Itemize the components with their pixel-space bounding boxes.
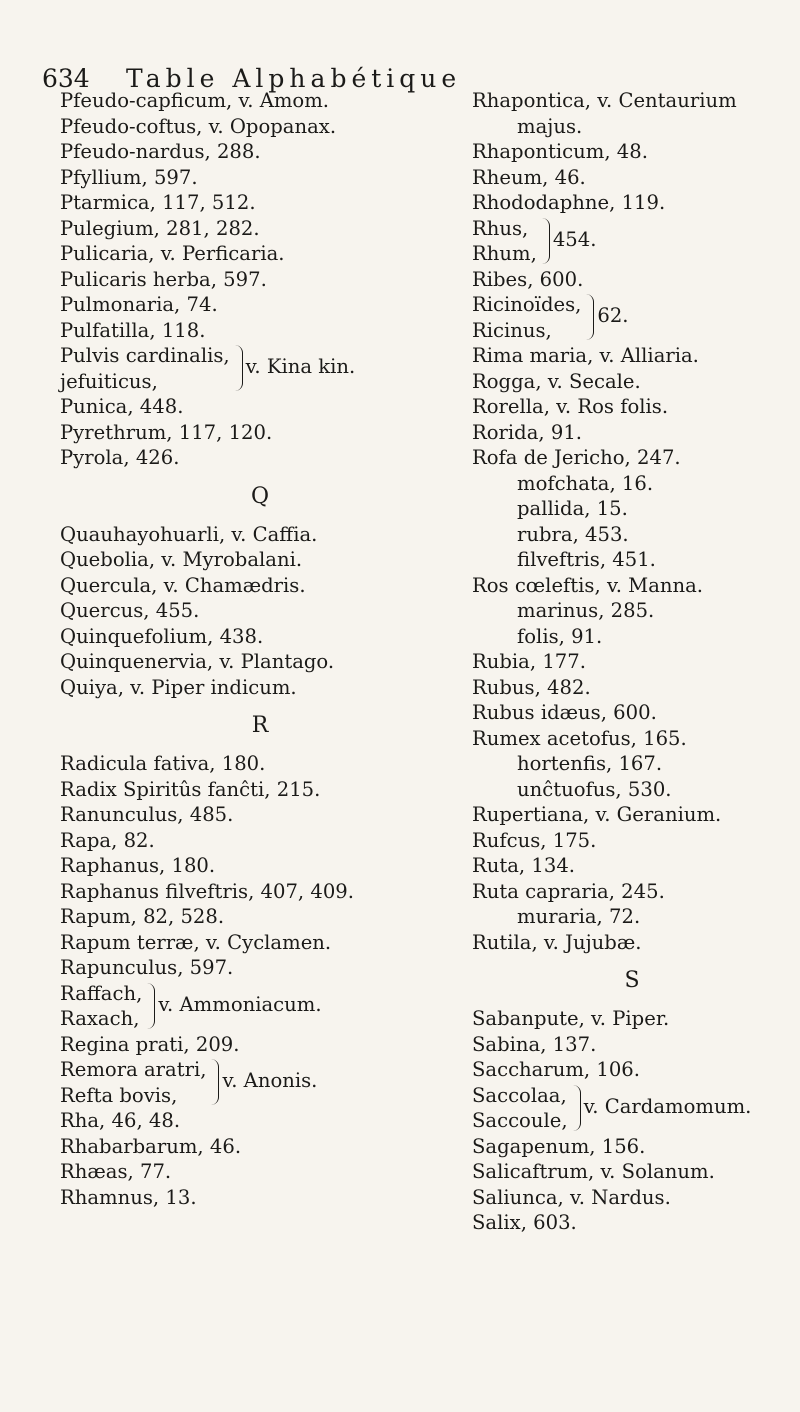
right-column <box>472 88 792 1236</box>
index-entry: hortenfis, 167. <box>517 752 663 775</box>
index-entry: Rubia, 177. <box>472 650 586 673</box>
index-entry: Pulfatilla, 118. <box>60 318 206 342</box>
brace-mark <box>539 218 550 264</box>
index-entry: Quebolia, v. Myrobalani. <box>60 548 303 571</box>
index-entry: Rhum, <box>472 242 537 265</box>
index-entry: Radix Spiritûs fanĉti, 215. <box>60 777 321 801</box>
index-entry: Raxach, <box>60 1007 140 1030</box>
index-entry: unĉtuofus, 530. <box>517 777 672 801</box>
index-entry: Rumex acetofus, 165. <box>472 726 687 750</box>
index-entry: Ribes, 600. <box>472 267 584 291</box>
index-entry: Rapum terræ, v. Cyclamen. <box>60 930 332 954</box>
index-entry: Rhæas, 77. <box>60 1160 172 1183</box>
brace-mark <box>570 1085 581 1131</box>
index-entry: Refta bovis, <box>60 1083 178 1107</box>
index-entry-reference: 454. <box>552 227 597 251</box>
index-entry: Rufcus, 175. <box>472 828 597 852</box>
index-entry-group <box>472 292 792 343</box>
index-entry: Rapum, 82, 528. <box>60 905 225 928</box>
index-entry: Rapa, 82. <box>60 828 155 852</box>
index-entry: Ruta capraria, 245. <box>472 879 665 903</box>
index-entry: Ruta, 134. <box>472 854 576 877</box>
index-entry-group <box>472 1083 792 1134</box>
index-entry: majus. <box>517 114 583 138</box>
index-entry: Ros cœleftis, v. Manna. <box>472 573 704 597</box>
index-entry: Sabanpute, v. Piper. <box>472 1007 670 1030</box>
section-letter: S <box>624 968 640 993</box>
index-entry: Rofa de Jericho, 247. <box>472 446 681 469</box>
index-entry: Punica, 448. <box>60 395 184 418</box>
index-entry: mofchata, 16. <box>517 471 654 495</box>
index-entry-group <box>472 216 792 267</box>
index-entry: Rorida, 91. <box>472 420 583 444</box>
index-entry: Ricinoïdes, <box>472 293 582 316</box>
index-entry: Saccoule, <box>472 1109 568 1132</box>
index-entry: Pulicaria, v. Perficaria. <box>60 242 285 265</box>
brace-mark <box>232 345 243 391</box>
index-entry: Pulegium, 281, 282. <box>60 216 260 240</box>
index-entry: Pulvis cardinalis, <box>60 344 230 367</box>
index-entry-group <box>60 981 460 1032</box>
index-entry: filveftris, 451. <box>517 548 656 571</box>
index-entry: Ricinus, <box>472 318 552 342</box>
index-entry: Rapunculus, 597. <box>60 956 234 979</box>
index-entry: Ranunculus, 485. <box>60 803 234 826</box>
index-entry: Rhapontica, v. Centaurium <box>472 89 737 112</box>
index-entry: Rubus idæus, 600. <box>472 701 657 724</box>
index-entry: Quinquefolium, 438. <box>60 624 264 648</box>
index-entry: Remora aratri, <box>60 1058 207 1081</box>
index-entry-reference: v. Anonis. <box>222 1069 318 1092</box>
page-title: Table Alphabétique <box>126 64 462 93</box>
index-entry-group <box>60 343 460 394</box>
index-entry: Saccolaa, <box>472 1083 567 1107</box>
index-entry: Rupertiana, v. Geranium. <box>472 803 722 826</box>
index-entry: Rhus, <box>472 216 529 240</box>
index-entry: Rogga, v. Secale. <box>472 369 641 393</box>
index-entry: Pfeudo-capficum, v. Amom. <box>60 89 330 112</box>
index-entry-reference: v. Ammoniacum. <box>158 992 322 1016</box>
index-entry-reference: v. Kina kin. <box>245 355 356 378</box>
brace-mark <box>144 983 155 1029</box>
section-letter: R <box>251 713 269 738</box>
index-entry: Radicula fativa, 180. <box>60 752 266 775</box>
index-entry: Quiya, v. Piper indicum. <box>60 675 297 699</box>
index-entry: Raphanus filveftris, 407, 409. <box>60 879 355 903</box>
section-letter: Q <box>250 483 270 509</box>
index-entry: Rutila, v. Jujubæ. <box>472 930 642 954</box>
index-entry: Raphanus, 180. <box>60 854 216 877</box>
index-entry: Saliunca, v. Nardus. <box>472 1185 671 1209</box>
index-entry: Rhabarbarum, 46. <box>60 1134 242 1158</box>
index-entry: Pulicaris herba, 597. <box>60 267 267 291</box>
index-entry: Rheum, 46. <box>472 165 586 189</box>
index-entry: Rha, 46, 48. <box>60 1109 181 1132</box>
index-entry: Sagapenum, 156. <box>472 1134 646 1158</box>
index-entry: Pfeudo-nardus, 288. <box>60 140 261 163</box>
brace-mark <box>583 294 594 340</box>
index-entry: Raffach, <box>60 981 143 1005</box>
index-entry: Salix, 603. <box>472 1211 577 1234</box>
index-entry-reference: v. Cardamomum. <box>583 1094 752 1118</box>
index-entry-reference: 62. <box>597 304 629 327</box>
index-entry: muraria, 72. <box>517 905 641 928</box>
index-entry: Ptarmica, 117, 512. <box>60 191 256 214</box>
index-entry: Pulmonaria, 74. <box>60 293 218 316</box>
index-entry: Regina prati, 209. <box>60 1032 240 1056</box>
index-entry: rubra, 453. <box>517 522 629 546</box>
index-entry: marinus, 285. <box>517 599 655 622</box>
index-entry: Quercula, v. Chamædris. <box>60 573 306 597</box>
index-entry: jefuiticus, <box>60 369 158 393</box>
index-entry: Rhododaphne, 119. <box>472 191 666 214</box>
brace-mark <box>208 1059 219 1105</box>
left-column <box>60 88 460 1210</box>
index-entry: Pfyllium, 597. <box>60 165 198 189</box>
index-entry: folis, 91. <box>517 624 603 648</box>
index-entry-group <box>60 1057 460 1108</box>
index-entry: Rhaponticum, 48. <box>472 140 648 163</box>
index-entry: pallida, 15. <box>517 497 628 520</box>
index-entry: Pyrola, 426. <box>60 446 180 469</box>
index-entry: Rorella, v. Ros folis. <box>472 395 669 418</box>
index-entry: Salicaftrum, v. Solanum. <box>472 1160 715 1183</box>
index-entry: Pfeudo-coftus, v. Opopanax. <box>60 114 337 138</box>
index-entry: Rhamnus, 13. <box>60 1185 197 1209</box>
index-entry: Rubus, 482. <box>472 675 591 699</box>
page-number: 634 <box>42 64 90 93</box>
index-entry: Pyrethrum, 117, 120. <box>60 420 273 444</box>
index-entry: Sabina, 137. <box>472 1032 597 1056</box>
index-entry: Quercus, 455. <box>60 599 200 622</box>
index-entry: Quinquenervia, v. Plantago. <box>60 650 335 673</box>
index-entry: Saccharum, 106. <box>472 1058 641 1081</box>
index-entry: Quauhayohuarli, v. Caffia. <box>60 522 318 546</box>
index-entry: Rima maria, v. Alliaria. <box>472 344 699 367</box>
